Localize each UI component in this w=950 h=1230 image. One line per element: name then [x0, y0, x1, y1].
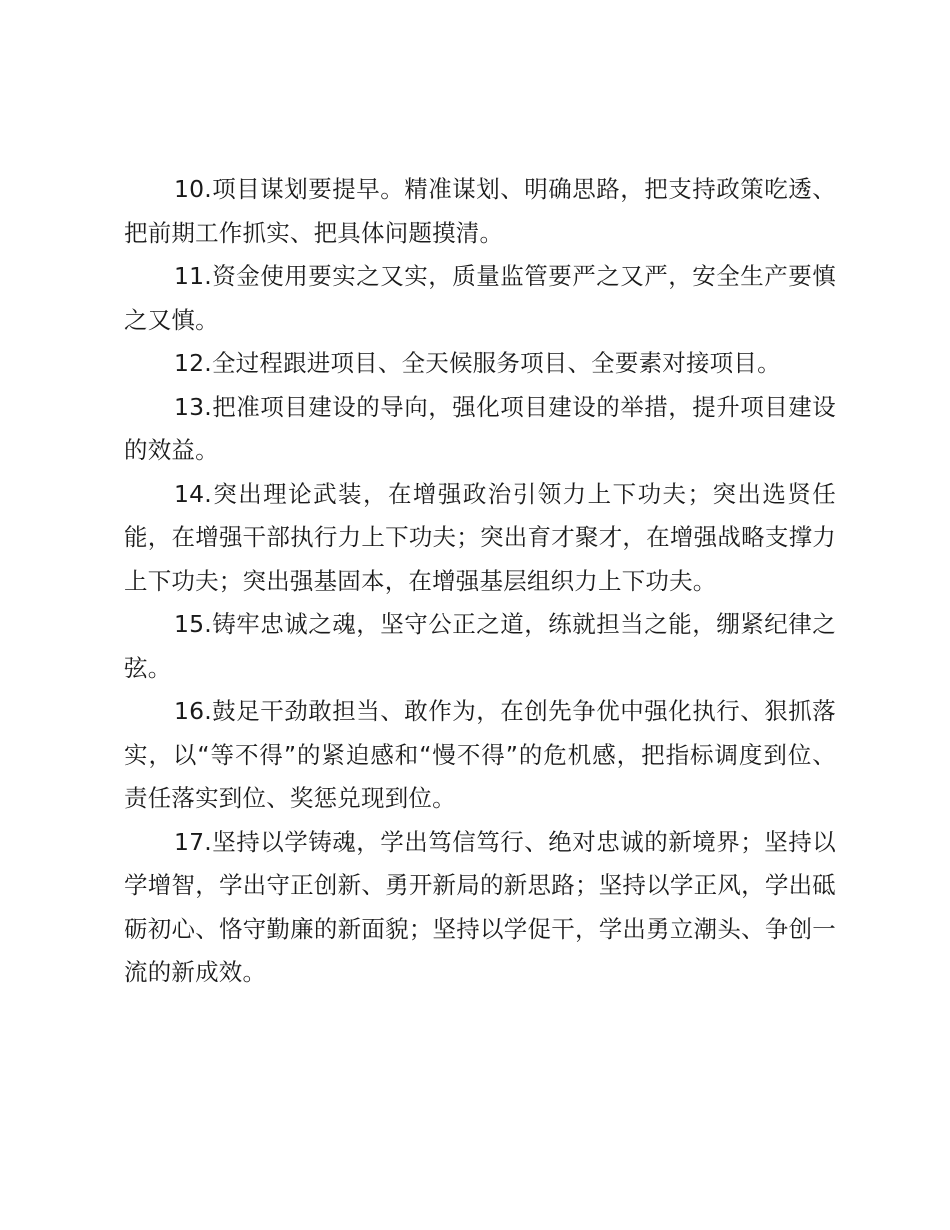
paragraph-10: 10.项目谋划要提早。精准谋划、明确思路，把支持政策吃透、把前期工作抓实、把具体问题摸清。: [124, 175, 836, 247]
paragraph-17: 17.坚持以学铸魂，学出笃信笃行、绝对忠诚的新境界；坚持以学增智，学出守正创新、勇开新局的新思路；坚持以学正风，学出砥砺初心、恪守勤廉的新面貌；坚持以学促干，学出勇立潮头、争创一流的新成效。: [124, 827, 836, 986]
paragraph-16: 16.鼓足干劲敢担当、敢作为，在创先争优中强化执行、狠抓落实，以“等不得”的紧迫感和“慢不得”的危机感，把指标调度到位、责任落实到位、奖惩兑现到位。: [124, 697, 836, 812]
paragraph-15: 15.铸牢忠诚之魂，坚守公正之道，练就担当之能，绷紧纪律之弦。: [124, 610, 836, 682]
paragraph-12: 12.全过程跟进项目、全天候服务项目、全要素对接项目。: [174, 349, 781, 377]
paragraph-14: 14.突出理论武装，在增强政治引领力上下功夫；突出选贤任能，在增强干部执行力上下功夫；突出育才聚才，在增强战略支撑力上下功夫；突出强基固本，在增强基层组织力上下功夫。: [124, 479, 836, 595]
paragraph-13: 13.把准项目建设的导向，强化项目建设的举措，提升项目建设的效益。: [124, 392, 836, 464]
document-body: [124, 168, 836, 995]
paragraph-11: 11.资金使用要实之又实，质量监管要严之又严，安全生产要慎之又慎。: [124, 262, 836, 334]
